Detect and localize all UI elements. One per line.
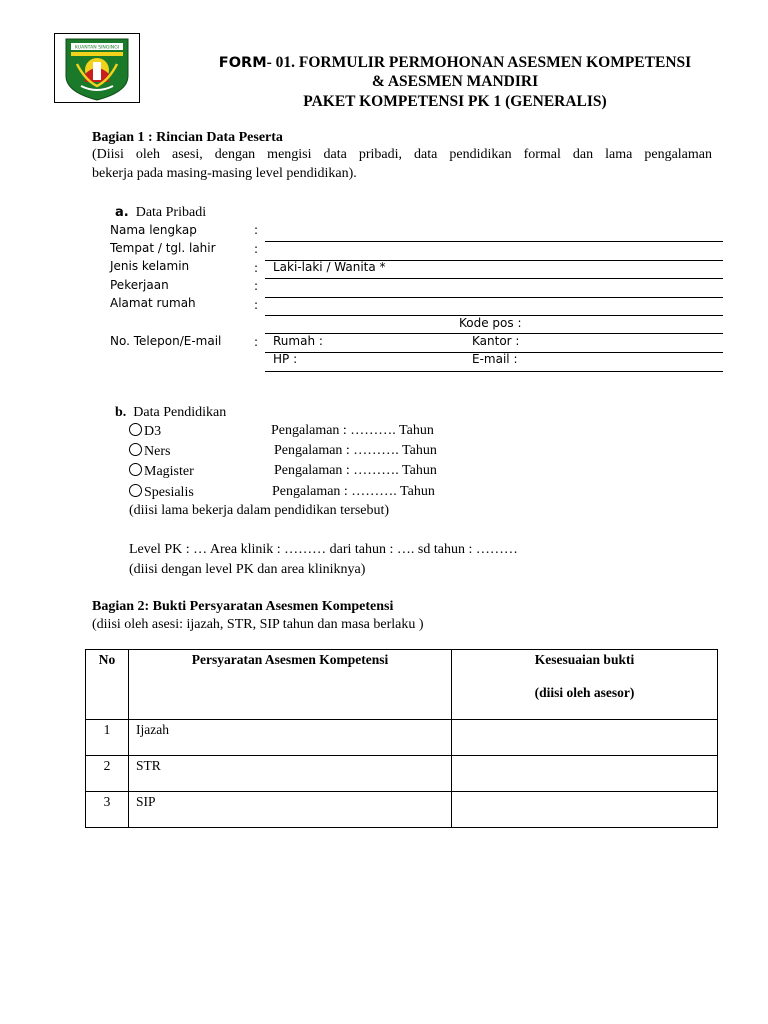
office-phone-label: Kantor : (472, 334, 520, 348)
section1-description-line2: bekerja pada masing-masing level pendidikan). (92, 166, 357, 181)
header-evidence (452, 650, 718, 720)
education-experience: Pengalaman : ………. Tahun (274, 463, 437, 478)
field-colon: : (254, 223, 259, 237)
radio-circle-icon[interactable] (129, 484, 142, 497)
field-label-occupation: Pekerjaan (110, 278, 169, 292)
row-no: 1 (86, 720, 129, 756)
education-option-label: Ners (144, 444, 171, 459)
logo-banner-text: KUANTAN SINGINGI (74, 45, 120, 51)
row-evidence-cell[interactable] (452, 720, 718, 756)
table-row (86, 756, 718, 792)
field-label-address: Alamat rumah (110, 296, 196, 310)
section2-description: (diisi oleh asesi: ijazah, STR, SIP tahun dan masa berlaku ) (92, 617, 424, 632)
section1-heading: Bagian 1 : Rincian Data Peserta (92, 130, 283, 145)
form-title-line1 (150, 53, 760, 73)
field-label-birth: Tempat / tgl. lahir (110, 241, 216, 255)
row-evidence-cell[interactable] (452, 792, 718, 828)
gender-input-line (265, 278, 723, 279)
personal-data-heading (115, 205, 206, 221)
education-heading (115, 405, 226, 421)
personal-title: Data Pribadi (135, 205, 207, 220)
field-colon: : (254, 279, 259, 293)
section1-description-line1: (Diisi oleh asesi, dengan mengisi data pribadi, data pendidikan formal dan lama pengalaman (92, 147, 712, 162)
education-option-label: Magister (144, 464, 194, 479)
education-option-d3[interactable] (129, 423, 161, 440)
field-label-name: Nama lengkap (110, 223, 197, 237)
education-option-label: Spesialis (144, 485, 194, 500)
radio-circle-icon[interactable] (129, 443, 142, 456)
row-no: 2 (86, 756, 129, 792)
name-input-line[interactable] (265, 241, 723, 242)
section2-heading: Bagian 2: Bukti Persyaratan Asesmen Kompetensi (92, 599, 394, 614)
home-phone-label: Rumah : (273, 334, 323, 348)
row-no: 3 (86, 792, 129, 828)
table-row (86, 720, 718, 756)
email-label: E-mail : (472, 352, 518, 366)
education-experience: Pengalaman : ………. Tahun (274, 443, 437, 458)
field-label-gender: Jenis kelamin (110, 259, 190, 273)
header-evidence-note: (diisi oleh asesor) (534, 684, 635, 700)
logo-frame (54, 33, 140, 103)
form-title-line3: PAKET KOMPETENSI PK 1 (GENERALIS) (303, 93, 607, 110)
row-requirement: SIP (129, 792, 452, 828)
education-marker: b. (115, 405, 127, 420)
radio-circle-icon[interactable] (129, 463, 142, 476)
education-experience: Pengalaman : ………. Tahun (272, 484, 435, 499)
row-evidence-cell[interactable] (452, 756, 718, 792)
requirements-table (85, 649, 718, 828)
field-colon: : (254, 335, 259, 349)
level-pk-line: Level PK : … Area klinik : ……… dari tahun : …. sd tahun : ……… (129, 542, 518, 557)
mobile-label: HP : (273, 352, 298, 366)
level-pk-note: (diisi dengan level PK dan area kliniknya) (129, 562, 366, 577)
postal-code-label: Kode pos : (459, 316, 522, 330)
education-note: (diisi lama bekerja dalam pendidikan tersebut) (129, 503, 390, 518)
email-input-line[interactable] (265, 371, 723, 372)
field-colon: : (254, 298, 259, 312)
header-no: No (86, 650, 129, 720)
education-experience: Pengalaman : ………. Tahun (271, 423, 434, 438)
education-option-magister[interactable] (129, 463, 194, 480)
education-title: Data Pendidikan (133, 405, 227, 420)
gender-value[interactable]: Laki-laki / Wanita * (273, 260, 386, 274)
education-option-spesialis[interactable] (129, 484, 194, 501)
table-row (86, 792, 718, 828)
form-title-prefix: FORM (218, 55, 267, 71)
occupation-input-line[interactable] (265, 297, 723, 298)
education-option-label: D3 (144, 424, 162, 439)
row-requirement: STR (129, 756, 452, 792)
regency-emblem-logo (55, 34, 139, 102)
form-title-line2: & ASESMEN MANDIRI (371, 73, 539, 90)
education-option-ners[interactable] (129, 443, 170, 460)
header-requirement: Persyaratan Asesmen Kompetensi (129, 650, 452, 720)
field-colon: : (254, 242, 259, 256)
header-evidence-title: Kesesuaian bukti (534, 652, 635, 667)
row-requirement: Ijazah (129, 720, 452, 756)
table-header-row (86, 650, 718, 720)
form-title-rest: - 01. FORMULIR PERMOHONAN ASESMEN KOMPETENSI (266, 54, 692, 71)
field-label-phone: No. Telepon/E-mail (110, 334, 222, 348)
radio-circle-icon[interactable] (129, 423, 142, 436)
personal-marker: a. (115, 205, 129, 220)
field-colon: : (254, 261, 259, 275)
